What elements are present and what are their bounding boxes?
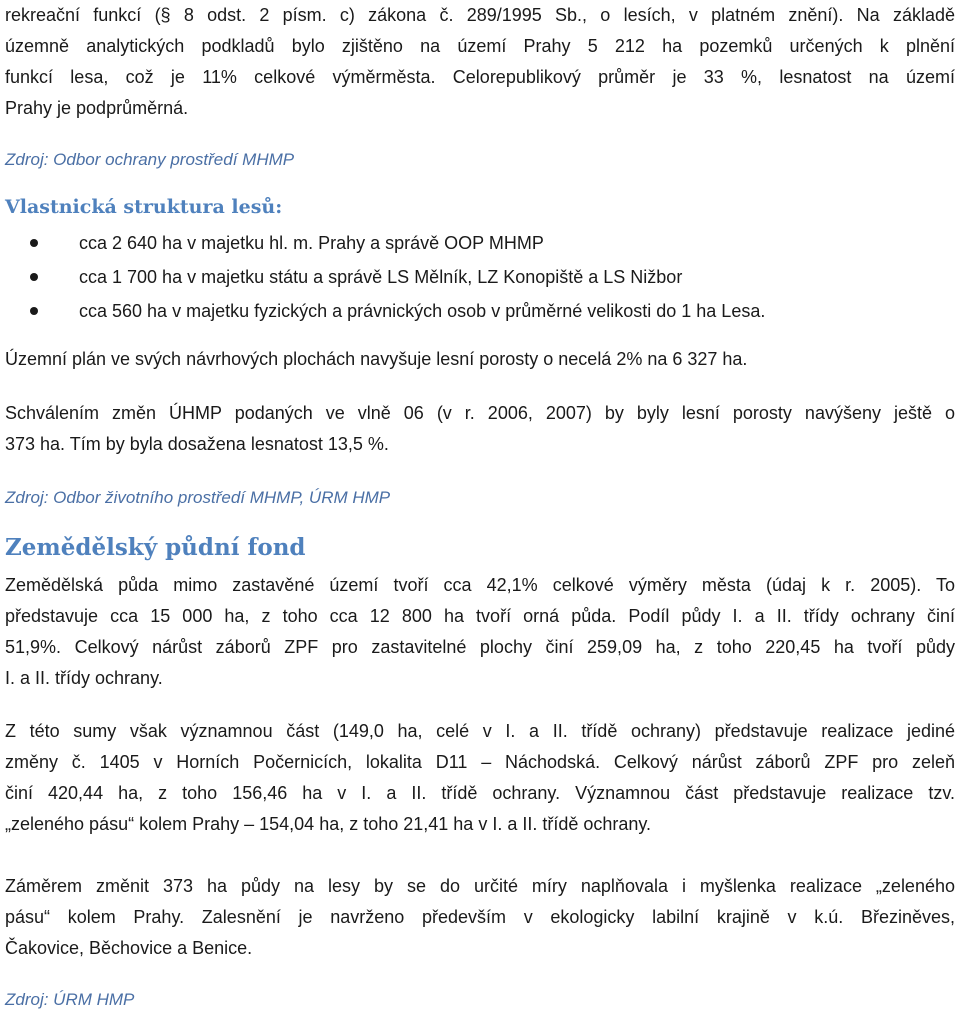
text-line: Prahy je podprůměrná.: [5, 98, 189, 118]
text-line: činí 420,44 ha, z toho 156,46 ha v I. a II. třídě ochrany. Významnou část představuje realizace tzv.: [5, 783, 955, 803]
section-heading: Zemědělský půdní fond: [5, 534, 306, 561]
source-note: Zdroj: Odbor životního prostředí MHMP, ÚRM HMP: [5, 488, 391, 507]
text-line: I. a II. třídy ochrany.: [5, 668, 163, 688]
list-item: [5, 226, 955, 260]
text-line: Z této sumy však významnou část (149,0 ha, celé v I. a II. třídě ochrany) představuje realizace jediné: [5, 721, 955, 741]
bullet-icon: [30, 239, 38, 247]
text-line: rekreační funkcí (§ 8 odst. 2 písm. c) zákona č. 289/1995 Sb., o lesích, v platném znění). Na základě: [5, 5, 955, 25]
text-line: představuje cca 15 000 ha, z toho cca 12 800 ha tvoří orná půda. Podíl půdy I. a II. třídy ochrany činí: [5, 606, 955, 626]
bullet-icon: [30, 273, 38, 281]
text-line: 51,9%. Celkový nárůst záborů ZPF pro zastavitelné plochy činí 259,09 ha, z toho 220,45 ha tvoří půdy: [5, 637, 955, 657]
list-item-text: cca 2 640 ha v majetku hl. m. Prahy a správě OOP MHMP: [79, 233, 544, 253]
list-item-text: cca 560 ha v majetku fyzických a právnických osob v průměrné velikosti do 1 ha Lesa.: [79, 301, 766, 321]
source-note: Zdroj: ÚRM HMP: [5, 990, 135, 1009]
text-line: funkcí lesa, což je 11% celkové výměrměsta. Celorepublikový průměr je 33 %, lesnatost na území: [5, 67, 955, 87]
bullet-icon: [30, 307, 38, 315]
ownership-heading: Vlastnická struktura lesů:: [5, 196, 283, 218]
source-note: Zdroj: Odbor ochrany prostředí MHMP: [5, 150, 295, 169]
text-line: územně analytických podkladů bylo zjištěno na území Prahy 5 212 ha pozemků určených k plnění: [5, 36, 955, 56]
intro-paragraph: [5, 0, 955, 124]
list-item: [5, 294, 955, 328]
text-line: Čakovice, Běchovice a Benice.: [5, 938, 253, 958]
zpf-paragraph-1: [5, 570, 955, 694]
text-line: Záměrem změnit 373 ha půdy na lesy by se do určité míry naplňovala i myšlenka realizace „zeleného: [5, 876, 955, 896]
plan-paragraph: [5, 344, 955, 375]
text-line: „zeleného pásu“ kolem Prahy – 154,04 ha, z toho 21,41 ha v I. a II. třídě ochrany.: [5, 814, 652, 834]
text-line: 373 ha. Tím by byla dosažena lesnatost 13,5 %.: [5, 434, 389, 454]
list-item: [5, 260, 955, 294]
text-line: změny č. 1405 v Horních Počernicích, lokalita D11 – Náchodská. Celkový nárůst záborů ZPF pro zeleň: [5, 752, 955, 772]
zpf-paragraph-2: [5, 716, 955, 840]
text-line: Zemědělská půda mimo zastavěné území tvoří cca 42,1% celkové výměry města (údaj k r. 2005). To: [5, 575, 955, 595]
text-line: Územní plán ve svých návrhových plochách navyšuje lesní porosty o necelá 2% na 6 327 ha.: [5, 349, 748, 369]
text-line: pásu“ kolem Prahy. Zalesnění je navrženo především v ekologicky labilní krajině v k.ú. Březiněves,: [5, 907, 955, 927]
list-item-text: cca 1 700 ha v majetku státu a správě LS Mělník, LZ Konopiště a LS Nižbor: [79, 267, 683, 287]
text-line: Schválením změn ÚHMP podaných ve vlně 06 (v r. 2006, 2007) by byly lesní porosty navýšeny ještě o: [5, 403, 955, 423]
changes-paragraph: [5, 398, 955, 460]
ownership-list: [5, 226, 955, 328]
zpf-paragraph-3: [5, 871, 955, 964]
